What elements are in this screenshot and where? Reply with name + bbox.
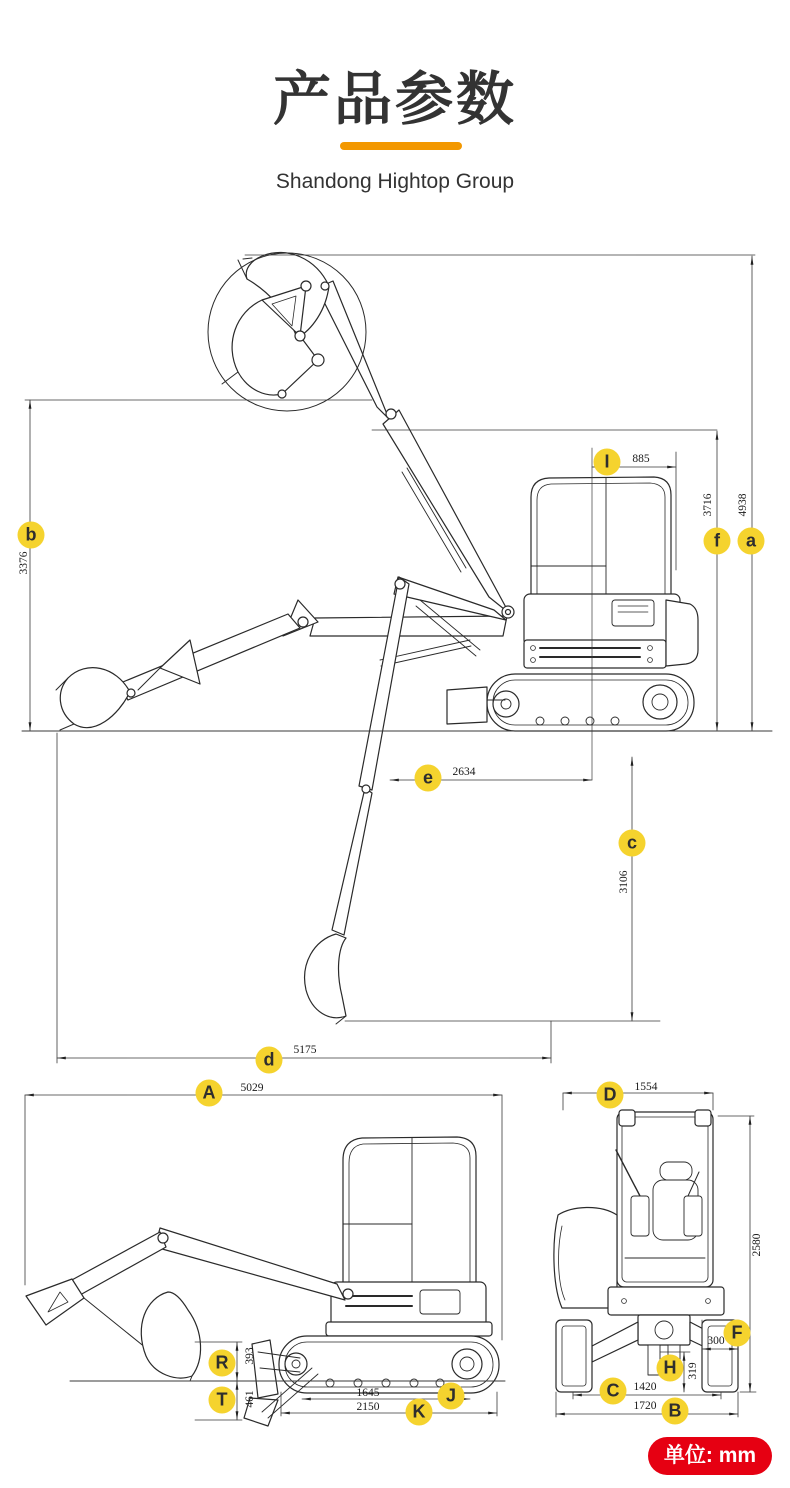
dim-value-R: 393 — [244, 1347, 256, 1365]
dim-value-A: 5029 — [240, 1082, 264, 1094]
dim-value-T: 461 — [244, 1390, 256, 1408]
dim-value-C: 1420 — [633, 1381, 657, 1393]
dim-label-B: B — [662, 1398, 689, 1425]
dim-label-f: f — [704, 528, 731, 555]
excavator-transport-body — [279, 1137, 499, 1393]
dim-label-H: H — [657, 1355, 684, 1382]
rear-view — [554, 1093, 756, 1417]
arm-pose-max-reach — [56, 600, 507, 730]
dim-label-A: A — [196, 1080, 223, 1107]
unit-badge: 单位: mm — [648, 1437, 772, 1475]
dim-label-T: T — [209, 1387, 236, 1414]
page-title: 产品参数 — [272, 67, 517, 132]
working-range-view — [22, 253, 772, 1063]
dim-value-b: 3376 — [18, 551, 30, 575]
brand-subtitle: Shandong Hightop Group — [275, 170, 515, 193]
dim-label-a: a — [738, 528, 765, 555]
folded-boom-and-blade — [26, 1228, 353, 1426]
dim-value-a: 4938 — [737, 493, 749, 517]
dim-value-i: 885 — [632, 453, 650, 465]
dim-value-c: 3106 — [618, 870, 630, 894]
dim-label-C: C — [600, 1378, 627, 1405]
dim-label-J: J — [438, 1383, 465, 1410]
dim-label-e: e — [415, 765, 442, 792]
arm-pose-max-depth — [305, 577, 514, 1024]
dim-value-F: 300 — [707, 1335, 725, 1347]
dim-label-b: b — [18, 522, 45, 549]
dim-value-D: 1554 — [634, 1081, 658, 1093]
dim-value-d: 5175 — [293, 1044, 317, 1056]
dim-label-d: d — [256, 1047, 283, 1074]
dim-value-e: 2634 — [452, 766, 476, 778]
dim-label-R: R — [209, 1350, 236, 1377]
dim-value-rear-height: 2580 — [751, 1233, 763, 1257]
dim-value-H: 319 — [687, 1362, 699, 1380]
dim-value-f: 3716 — [702, 493, 714, 517]
dim-value-J: 1645 — [356, 1387, 380, 1399]
dim-label-D: D — [597, 1082, 624, 1109]
dim-value-K: 2150 — [356, 1401, 380, 1413]
dim-label-K: K — [406, 1399, 433, 1426]
dim-value-B: 1720 — [633, 1400, 657, 1412]
dim-label-c: c — [619, 830, 646, 857]
dim-label-i: I — [594, 449, 621, 476]
dim-label-F: F — [724, 1320, 751, 1347]
excavator-body-side — [447, 477, 698, 731]
excavator-rear-body — [554, 1110, 738, 1392]
transport-side-view — [25, 1095, 505, 1426]
